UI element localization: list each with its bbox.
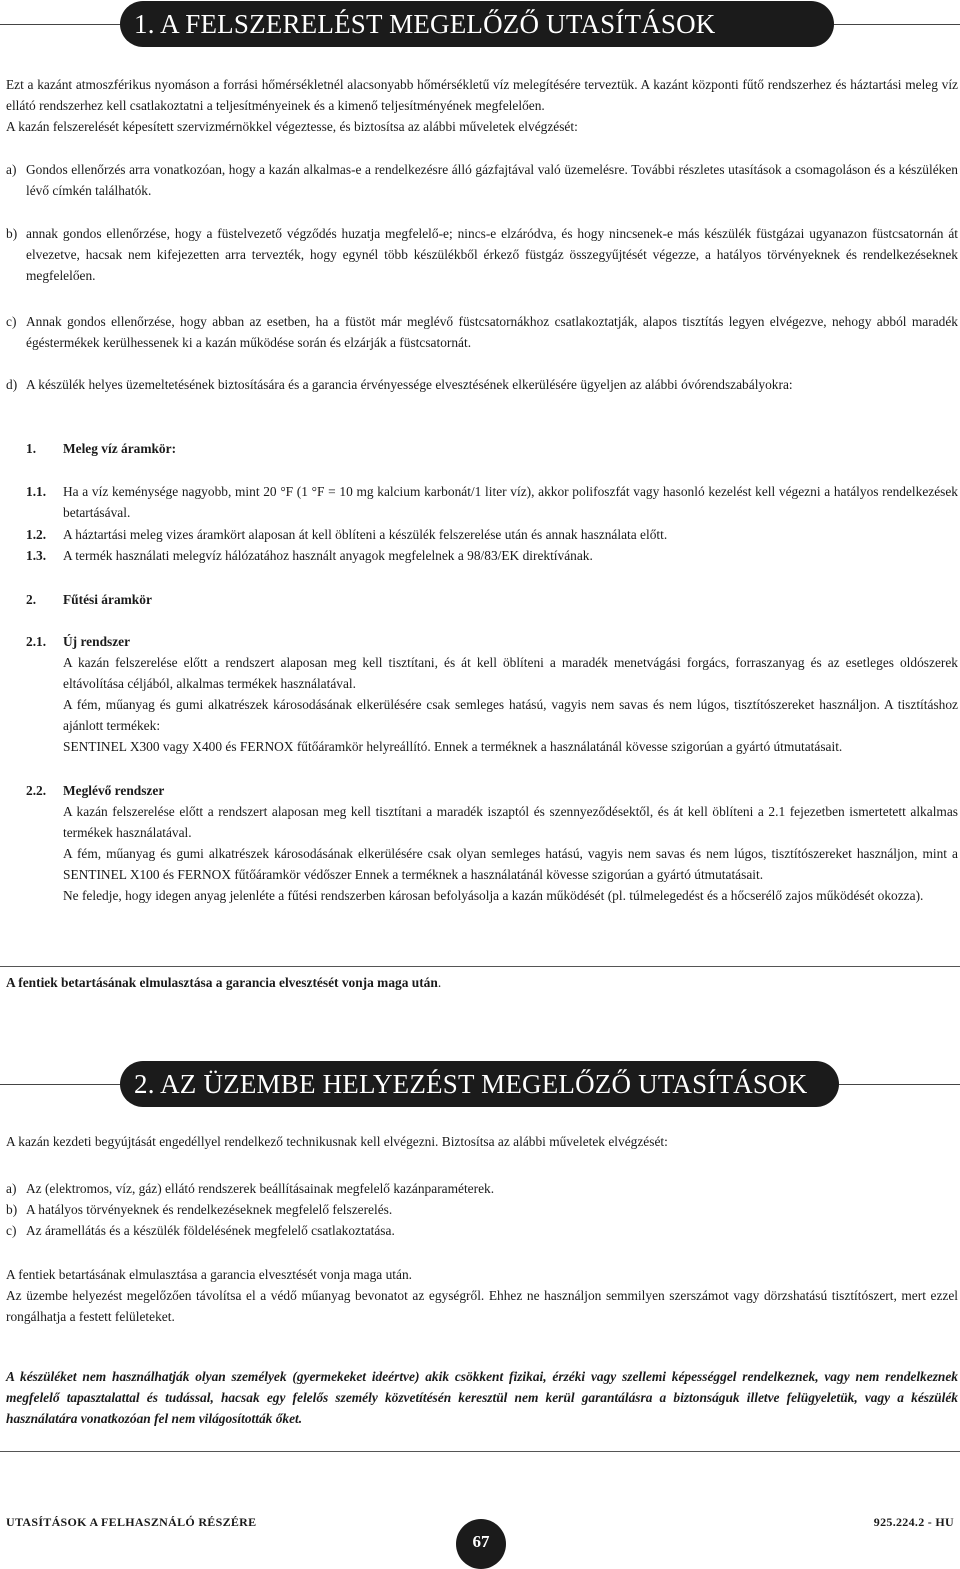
list-marker: c) — [6, 314, 17, 329]
list-marker: a) — [6, 162, 17, 177]
heading-label: Fűtési áramkör — [63, 592, 152, 607]
list-marker: a) — [6, 1181, 17, 1196]
footer-title: UTASÍTÁSOK A FELHASZNÁLÓ RÉSZÉRE — [6, 1515, 257, 1529]
section1-intro — [6, 74, 958, 137]
new-system-text — [6, 652, 958, 757]
paragraph: A kazán felszerelése előtt a rendszert alaposan meg kell tisztítani, és át kell öblíteni a maradék menetvágási forgács, forraszanyag és az esetleges oldószerek eltávolítása céljából, alkalmas termékek használatával. — [63, 655, 958, 691]
section2-list — [6, 1178, 958, 1241]
paragraph: Ne feledje, hogy idegen anyag jelenléte a fűtési rendszerben károsan befolyásolja a kazán működését (pl. túlmelegedést és a hőcserélő zajos működését okozza). — [63, 888, 924, 903]
divider — [0, 1451, 960, 1452]
sub-text: A háztartási meleg vizes áramkört alaposan át kell öblíteni a készülék felszerelése után és annak használata előtt. — [63, 527, 668, 542]
paragraph: A fém, műanyag és gumi alkatrészek károsodásának elkerülésére csak olyan semleges hatású, vagyis nem savas és nem lúgos, tisztítószereket használjon, mint a SENTINEL X100 és FERNOX fűtőáramkör védőszer Ennek a terméknek a használatánál kövesse szigorúan a gyártó útmutatásait. — [63, 846, 958, 882]
list-item-text: Gondos ellenőrzés arra vonatkozóan, hogy a kazán alkalmas-e a rendelkezésre álló gázfajtával való üzemelésre. További részletes utasítások a csomagoláson és a készüléken lévő címkén találhatók. — [26, 162, 958, 198]
list-item-text: annak gondos ellenőrzése, hogy a füstelvezető végződés huzatja megfelelő-e; nincs-e elzáródva, és hogy nincsenek-e más készülék füstgázai ugyanazon füstcsatornán át elvezetve, hacsak nem kifejezetten arra tervezték, hogy egynél több készülékből érkező füstgáz összegyűjtését végezze, a hatályos törvényeknek és rendelkezéseknek megfelelően. — [26, 226, 958, 283]
sub-item-1-3 — [6, 545, 958, 566]
list-item-d — [6, 374, 958, 395]
list-item-b — [6, 1199, 958, 1220]
note-protective-film: Az üzembe helyezést megelőzően távolítsa el a védő műanyag bevonatot az egységről. Ehhez ne használjon semmilyen szerszámot vagy dörzshatású tisztítószert, mert ezzel rongálhatja a festett felületeket. — [6, 1288, 958, 1324]
paragraph: A fém, műanyag és gumi alkatrészek károsodásának elkerülésére csak semleges hatású, vagyis nem savas és nem lúgos, tisztítószereket használjon. A tisztításhoz ajánlott termékek: — [63, 697, 958, 733]
page-number: 67 — [456, 1519, 506, 1569]
warning-text: A fentiek betartásának elmulasztása a garancia elvesztését vonja maga után — [6, 975, 438, 990]
list-item-text: A készülék helyes üzemeltetésének biztosítására és a garancia érvényessége elvesztésének elkerülésére ügyeljen az alábbi óvórendszabályokra: — [26, 377, 793, 392]
section1-title: 1. A FELSZERELÉST MEGELŐZŐ UTASÍTÁSOK — [120, 1, 834, 47]
list-item-text: Az (elektromos, víz, gáz) ellátó rendszerek beállításainak megfelelő kazánparaméterek. — [26, 1181, 495, 1196]
divider — [0, 966, 960, 967]
sub-number: 1.1. — [26, 484, 47, 499]
list-item-b — [6, 223, 958, 286]
existing-system-text — [6, 801, 958, 906]
list-marker: b) — [6, 1202, 18, 1217]
section2-title: 2. AZ ÜZEMBE HELYEZÉST MEGELŐZŐ UTASÍTÁSOK — [120, 1061, 839, 1107]
section2-intro: A kazán kezdeti begyújtását engedéllyel rendelkező technikusnak kell elvégezni. Biztosítsa az alábbi műveletek elvégzését: — [6, 1134, 668, 1149]
heading-number: 2. — [26, 592, 37, 607]
heading-number: 2.1. — [26, 634, 47, 649]
heading-label: Meleg víz áramkör: — [63, 441, 177, 456]
intro-paragraph: Ezt a kazánt atmoszférikus nyomáson a forrási hőmérsékletnél alacsonyabb hőmérsékletű víz melegítésére terveztük. A kazánt központi fűtő rendszerhez és háztartási meleg víz ellátó rendszerhez kell csatlakoztatni a teljesítményeinek és a kimenő teljesítményének megfelelően. — [6, 77, 958, 113]
intro-paragraph-2: A kazán felszerelését képesített szervizmérnökkel végeztesse, és biztosítsa az alábbi műveletek elvégzését: — [6, 119, 578, 134]
list-item-text: Az áramellátás és a készülék földelésének megfelelő csatlakoztatása. — [26, 1223, 395, 1238]
list-item-a — [6, 159, 958, 201]
sub-number: 1.2. — [26, 527, 47, 542]
list-item-text: A hatályos törvényeknek és rendelkezéseknek megfelelő felszerelés. — [26, 1202, 393, 1217]
sub-item-1-2 — [6, 524, 958, 545]
list-item-text: Annak gondos ellenőrzése, hogy abban az esetben, ha a füstöt már meglévő füstcsatornákhoz csatlakoztatják, alapos tisztítás legyen elvégezve, nehogy abból maradék égéstermékek kerülhessenek ki a kazán működése során és elzárják a füstcsatornát. — [26, 314, 958, 350]
paragraph: A kazán felszerelése előtt a rendszert alaposan meg kell tisztítani a maradék iszaptól és szennyeződésektől, és át kell öblíteni a 2.1 fejezetben ismertetett alkalmas termékek használatával. — [63, 804, 958, 840]
sub-number: 1.3. — [26, 548, 47, 563]
list-item-c — [6, 1220, 958, 1241]
heading-label: Meglévő rendszer — [63, 783, 165, 798]
sub-text: Ha a víz keménysége nagyobb, mint 20 °F (1 °F = 10 mg kalcium karbonát/1 liter víz), akkor polifoszfát vagy hasonló kezelést kell végezni a hatályos rendelkezések betartásával. — [63, 484, 958, 520]
sub-item-1-1 — [6, 481, 958, 523]
list-item-a — [6, 1178, 958, 1199]
sub-text: A termék használati melegvíz hálózatához használt anyagok megfelelnek a 98/83/EK direktívának. — [63, 548, 593, 563]
list-marker: b) — [6, 226, 18, 241]
heading-number: 2.2. — [26, 783, 47, 798]
list-item-c — [6, 311, 958, 353]
safety-warning: A készüléket nem használhatják olyan személyek (gyermekeket ideértve) akik csökkent fizikai, érzéki vagy szellemi képességgel rendelkeznek, vagy nem rendelkeznek megfelelő tapasztalattal és tudással, hacsak egy felelős személy közvetítésén keresztül nem kerül garantálásra a biztonságuk illetve felügyeletük, vagy a készülék használatára vonatkozóan fel nem világosították őket. — [6, 1369, 958, 1426]
list-marker: c) — [6, 1223, 17, 1238]
list-marker: d) — [6, 377, 18, 392]
heading-label: Új rendszer — [63, 634, 131, 649]
note-warranty: A fentiek betartásának elmulasztása a garancia elvesztését vonja maga után. — [6, 1267, 412, 1282]
paragraph: SENTINEL X300 vagy X400 és FERNOX fűtőáramkör helyreállító. Ennek a terméknek a használatánál kövesse szigorúan a gyártó útmutatásait. — [63, 739, 843, 754]
heading-number: 1. — [26, 441, 37, 456]
document-code: 925.224.2 - HU — [873, 1515, 954, 1529]
warning-dot: . — [437, 975, 442, 990]
warranty-warning — [6, 972, 958, 993]
section2-notes — [6, 1264, 958, 1327]
